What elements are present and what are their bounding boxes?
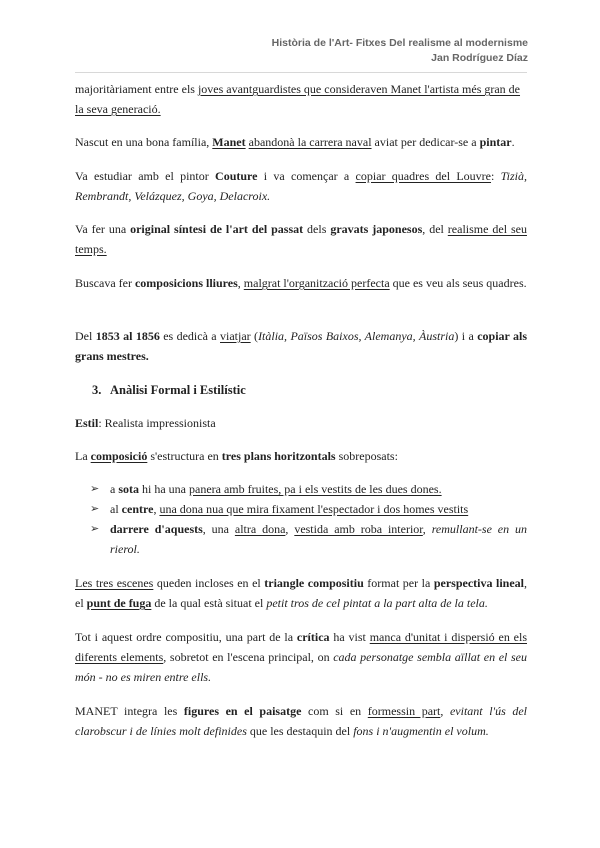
text: La — [75, 449, 91, 463]
italic-text: fons i n'augmentin el volum. — [353, 724, 489, 738]
text: , — [440, 704, 450, 718]
arrow-bullet-icon: ➢ — [90, 522, 100, 535]
text: , — [422, 522, 432, 536]
paragraph-birth — [75, 132, 527, 152]
bold-text: figures en el paisatge — [183, 704, 302, 718]
text: , sobretot en l'escena principal, on — [163, 650, 334, 664]
bullet-item-bottom — [90, 479, 527, 499]
bold-text: triangle compositiu — [264, 576, 364, 590]
italic-text: cada personatge sembla aïllat en el seu món - no es miren entre ells. — [75, 650, 528, 684]
text: Va fer una — [75, 222, 131, 236]
bold-text: pintar — [479, 135, 512, 149]
text: de la qual està situat el — [151, 596, 267, 610]
bullet-item-behind — [90, 519, 528, 559]
text: com si en — [301, 704, 368, 718]
text: Nascut en una bona família, — [75, 135, 213, 149]
style-value: : Realista impressionista — [98, 416, 216, 430]
style-label: Estil — [75, 416, 99, 430]
underlined-text: malgrat l'organització perfecta — [243, 276, 390, 290]
text: aviat per dedicar-se a — [371, 135, 480, 149]
text: hi ha una — [139, 482, 189, 496]
underlined-text: abandonà la carrera naval — [248, 135, 372, 149]
text: Del — [75, 329, 96, 343]
text: . — [511, 135, 515, 149]
underlined-text: formessin part — [367, 704, 441, 718]
heading-title: Anàlisi Formal i Estilístic — [110, 383, 246, 397]
paragraph-travels — [75, 326, 527, 366]
underlined-text: vestida amb roba interior — [294, 522, 423, 536]
text: dels — [303, 222, 331, 236]
bold-text: darrere d'aquests — [110, 522, 203, 536]
text: s'estructura en — [147, 449, 222, 463]
text: format per la — [363, 576, 434, 590]
header-author: Jan Rodríguez Díaz — [431, 52, 528, 64]
bold-text: crítica — [296, 630, 330, 644]
paragraph-landscape — [75, 701, 527, 741]
bold-underlined-text: punt de fuga — [86, 596, 152, 610]
text: es dedicà a — [159, 329, 221, 343]
arrow-bullet-icon: ➢ — [90, 482, 100, 495]
bold-text: sota — [118, 482, 139, 496]
paragraph-synthesis — [75, 219, 527, 259]
bold-text: composicions lliures — [134, 276, 238, 290]
bullet-item-center — [90, 499, 527, 519]
header-title: Història de l'Art- Fitxes Del realisme al modernisme — [271, 37, 528, 49]
paragraph-style — [75, 413, 527, 433]
bold-text: perspectiva lineal — [433, 576, 525, 590]
bold-text: copiar als grans mestres. — [75, 329, 528, 363]
paragraph-triangle — [75, 573, 527, 613]
underlined-text: copiar quadres del Louvre — [355, 169, 492, 183]
text: , el — [75, 576, 528, 610]
paragraph-continuation — [75, 79, 527, 119]
underlined-text: una dona nua que mira fixament l'espectador i dos homes vestits — [159, 502, 469, 516]
text: sobreposats: — [335, 449, 398, 463]
text: que les destaquin del — [246, 724, 354, 738]
underlined-text: joves avantguardistes que consideraven Manet l'artista més gran de la seva generació. — [75, 82, 521, 116]
italic-text: petit tros de cel pintat a la part alta de la tela. — [266, 596, 488, 610]
bold-text: 1853 al 1856 — [95, 329, 160, 343]
text: , — [153, 502, 160, 516]
paragraph-criticism — [75, 627, 527, 687]
bold-text: Couture — [215, 169, 258, 183]
paragraph-composition — [75, 446, 527, 466]
text: , — [285, 522, 295, 536]
paragraph-compositions — [75, 273, 527, 293]
underlined-text: realisme del seu temps. — [75, 222, 527, 256]
header-divider — [75, 72, 527, 73]
italic-text: Itàlia, Països Baixos, Alemanya, Àustria — [258, 329, 455, 343]
text: a — [110, 482, 119, 496]
bold-text: Manet — [212, 135, 246, 149]
text: al — [110, 502, 122, 516]
underlined-text: panera amb fruites, pa i els vestits de les dues dones. — [189, 482, 442, 496]
text: majoritàriament entre els — [75, 82, 198, 96]
italic-text: remullant-se en un rierol. — [110, 522, 528, 556]
text: Tot i aquest ordre compositiu, una part de la — [75, 630, 297, 644]
text: Va estudiar amb el pintor — [75, 169, 216, 183]
text: , — [237, 276, 244, 290]
text: ha vist — [329, 630, 370, 644]
text: Buscava fer — [75, 276, 135, 290]
underlined-text: altra dona — [234, 522, 286, 536]
bold-text: tres plans horitzontals — [221, 449, 336, 463]
underlined-text: Les tres escenes — [75, 576, 154, 590]
arrow-bullet-icon: ➢ — [90, 502, 100, 515]
text: que es veu als seus quadres. — [389, 276, 527, 290]
heading-number: 3. — [92, 383, 102, 397]
text: ( — [250, 329, 259, 343]
text: queden incloses en el — [153, 576, 265, 590]
text: MANET integra les — [75, 704, 184, 718]
underlined-text: manca d'unitat i dispersió en els diferents elements — [75, 630, 527, 664]
text: , del — [422, 222, 448, 236]
bold-underlined-text: composició — [90, 449, 148, 463]
italic-text: evitant l'ús del clarobscur i de línies molt definides — [75, 704, 528, 738]
bold-text: centre — [121, 502, 154, 516]
text: : — [491, 169, 501, 183]
section-heading — [92, 380, 527, 400]
text: , una — [202, 522, 235, 536]
paragraph-studies — [75, 166, 527, 206]
underlined-text: viatjar — [220, 329, 251, 343]
bold-text: gravats japonesos — [330, 222, 423, 236]
text: i va començar a — [257, 169, 356, 183]
text: ) i a — [454, 329, 478, 343]
bold-text: original síntesi de l'art del passat — [130, 222, 304, 236]
italic-text: Tizià, Rembrandt, Velázquez, Goya, Delacroix. — [75, 169, 527, 203]
